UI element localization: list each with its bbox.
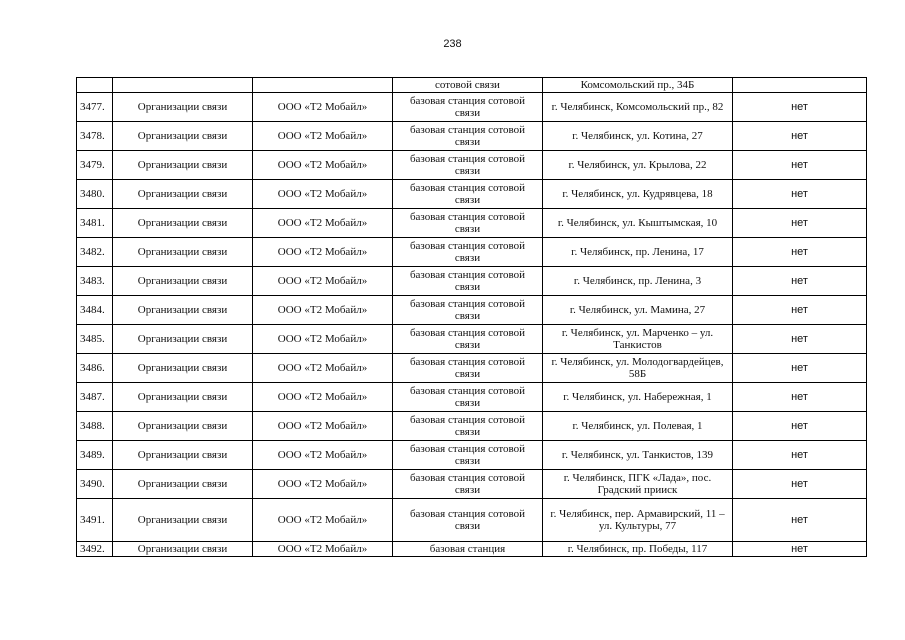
table-row <box>77 78 867 93</box>
object-cell: базовая станция сотовой связи <box>393 412 543 441</box>
company-cell: ООО «Т2 Мобайл» <box>253 441 393 470</box>
company-cell: ООО «Т2 Мобайл» <box>253 412 393 441</box>
category-cell: Организации связи <box>113 470 253 499</box>
row-number: 3483. <box>77 267 113 296</box>
object-cell: базовая станция сотовой связи <box>393 470 543 499</box>
table-row <box>77 122 867 151</box>
company-cell: ООО «Т2 Мобайл» <box>253 383 393 412</box>
object-cell: базовая станция сотовой связи <box>393 354 543 383</box>
status-cell: нет <box>733 209 867 238</box>
company-cell: ООО «Т2 Мобайл» <box>253 209 393 238</box>
address-cell: г. Челябинск, ул. Полевая, 1 <box>543 412 733 441</box>
status-cell: нет <box>733 542 867 557</box>
row-number: 3484. <box>77 296 113 325</box>
status-cell: нет <box>733 122 867 151</box>
address-cell: г. Челябинск, ул. Танкистов, 139 <box>543 441 733 470</box>
registry-table <box>76 77 867 557</box>
status-cell: нет <box>733 441 867 470</box>
row-number: 3481. <box>77 209 113 238</box>
address-cell: г. Челябинск, ул. Набережная, 1 <box>543 383 733 412</box>
table-row <box>77 180 867 209</box>
object-cell: базовая станция сотовой связи <box>393 383 543 412</box>
table-row <box>77 267 867 296</box>
status-cell: нет <box>733 470 867 499</box>
address-cell: г. Челябинск, ул. Марченко – ул. Танкистов <box>543 325 733 354</box>
category-cell: Организации связи <box>113 354 253 383</box>
category-cell: Организации связи <box>113 122 253 151</box>
object-cell: базовая станция сотовой связи <box>393 325 543 354</box>
status-cell: нет <box>733 325 867 354</box>
status-cell: нет <box>733 151 867 180</box>
company-cell: ООО «Т2 Мобайл» <box>253 542 393 557</box>
company-cell: ООО «Т2 Мобайл» <box>253 180 393 209</box>
status-cell: нет <box>733 267 867 296</box>
address-cell: г. Челябинск, пер. Армавирский, 11 – ул. Культуры, 77 <box>543 499 733 542</box>
status-cell <box>733 78 867 93</box>
object-cell: базовая станция сотовой связи <box>393 238 543 267</box>
status-cell: нет <box>733 354 867 383</box>
address-cell: г. Челябинск, ул. Кудрявцева, 18 <box>543 180 733 209</box>
address-cell: г. Челябинск, пр. Ленина, 17 <box>543 238 733 267</box>
address-cell: г. Челябинск, пр. Ленина, 3 <box>543 267 733 296</box>
status-cell: нет <box>733 296 867 325</box>
status-cell: нет <box>733 238 867 267</box>
row-number: 3478. <box>77 122 113 151</box>
table-row <box>77 296 867 325</box>
category-cell: Организации связи <box>113 209 253 238</box>
company-cell: ООО «Т2 Мобайл» <box>253 296 393 325</box>
object-cell: базовая станция сотовой связи <box>393 209 543 238</box>
table-row <box>77 470 867 499</box>
status-cell: нет <box>733 412 867 441</box>
company-cell: ООО «Т2 Мобайл» <box>253 499 393 542</box>
company-cell: ООО «Т2 Мобайл» <box>253 122 393 151</box>
category-cell: Организации связи <box>113 441 253 470</box>
address-cell: г. Челябинск, ул. Крылова, 22 <box>543 151 733 180</box>
address-cell: г. Челябинск, ул. Мамина, 27 <box>543 296 733 325</box>
object-cell: базовая станция сотовой связи <box>393 441 543 470</box>
company-cell: ООО «Т2 Мобайл» <box>253 325 393 354</box>
table-row <box>77 209 867 238</box>
category-cell: Организации связи <box>113 267 253 296</box>
row-number: 3492. <box>77 542 113 557</box>
category-cell: Организации связи <box>113 296 253 325</box>
object-cell: базовая станция сотовой связи <box>393 296 543 325</box>
category-cell: Организации связи <box>113 383 253 412</box>
row-number: 3491. <box>77 499 113 542</box>
row-number: 3482. <box>77 238 113 267</box>
row-number: 3487. <box>77 383 113 412</box>
address-cell: г. Челябинск, ул. Молодогвардейцев, 58Б <box>543 354 733 383</box>
company-cell: ООО «Т2 Мобайл» <box>253 238 393 267</box>
category-cell: Организации связи <box>113 180 253 209</box>
address-cell: г. Челябинск, ПГК «Лада», пос. Градский прииск <box>543 470 733 499</box>
status-cell: нет <box>733 93 867 122</box>
table-row <box>77 238 867 267</box>
row-number: 3489. <box>77 441 113 470</box>
table-row <box>77 412 867 441</box>
category-cell <box>113 78 253 93</box>
row-number: 3480. <box>77 180 113 209</box>
category-cell: Организации связи <box>113 499 253 542</box>
row-number: 3479. <box>77 151 113 180</box>
row-number: 3488. <box>77 412 113 441</box>
object-cell: базовая станция сотовой связи <box>393 267 543 296</box>
status-cell: нет <box>733 180 867 209</box>
row-number: 3486. <box>77 354 113 383</box>
company-cell: ООО «Т2 Мобайл» <box>253 267 393 296</box>
table-row <box>77 93 867 122</box>
company-cell: ООО «Т2 Мобайл» <box>253 354 393 383</box>
row-number <box>77 78 113 93</box>
row-number: 3485. <box>77 325 113 354</box>
address-cell: г. Челябинск, пр. Победы, 117 <box>543 542 733 557</box>
object-cell: базовая станция <box>393 542 543 557</box>
company-cell: ООО «Т2 Мобайл» <box>253 93 393 122</box>
category-cell: Организации связи <box>113 93 253 122</box>
table-row <box>77 499 867 542</box>
company-cell: ООО «Т2 Мобайл» <box>253 470 393 499</box>
status-cell: нет <box>733 383 867 412</box>
company-cell <box>253 78 393 93</box>
address-cell: г. Челябинск, ул. Котина, 27 <box>543 122 733 151</box>
company-cell: ООО «Т2 Мобайл» <box>253 151 393 180</box>
table-row <box>77 542 867 557</box>
row-number: 3477. <box>77 93 113 122</box>
category-cell: Организации связи <box>113 238 253 267</box>
table-row <box>77 354 867 383</box>
table-row <box>77 441 867 470</box>
table-row <box>77 325 867 354</box>
table-row <box>77 383 867 412</box>
address-cell: г. Челябинск, ул. Кыштымская, 10 <box>543 209 733 238</box>
page-number: 238 <box>443 38 462 50</box>
category-cell: Организации связи <box>113 542 253 557</box>
object-cell: сотовой связи <box>393 78 543 93</box>
category-cell: Организации связи <box>113 412 253 441</box>
object-cell: базовая станция сотовой связи <box>393 122 543 151</box>
table-row <box>77 151 867 180</box>
status-cell: нет <box>733 499 867 542</box>
row-number: 3490. <box>77 470 113 499</box>
category-cell: Организации связи <box>113 151 253 180</box>
object-cell: базовая станция сотовой связи <box>393 93 543 122</box>
object-cell: базовая станция сотовой связи <box>393 499 543 542</box>
object-cell: базовая станция сотовой связи <box>393 180 543 209</box>
object-cell: базовая станция сотовой связи <box>393 151 543 180</box>
category-cell: Организации связи <box>113 325 253 354</box>
address-cell: г. Челябинск, Комсомольский пр., 82 <box>543 93 733 122</box>
address-cell: Комсомольский пр., 34Б <box>543 78 733 93</box>
